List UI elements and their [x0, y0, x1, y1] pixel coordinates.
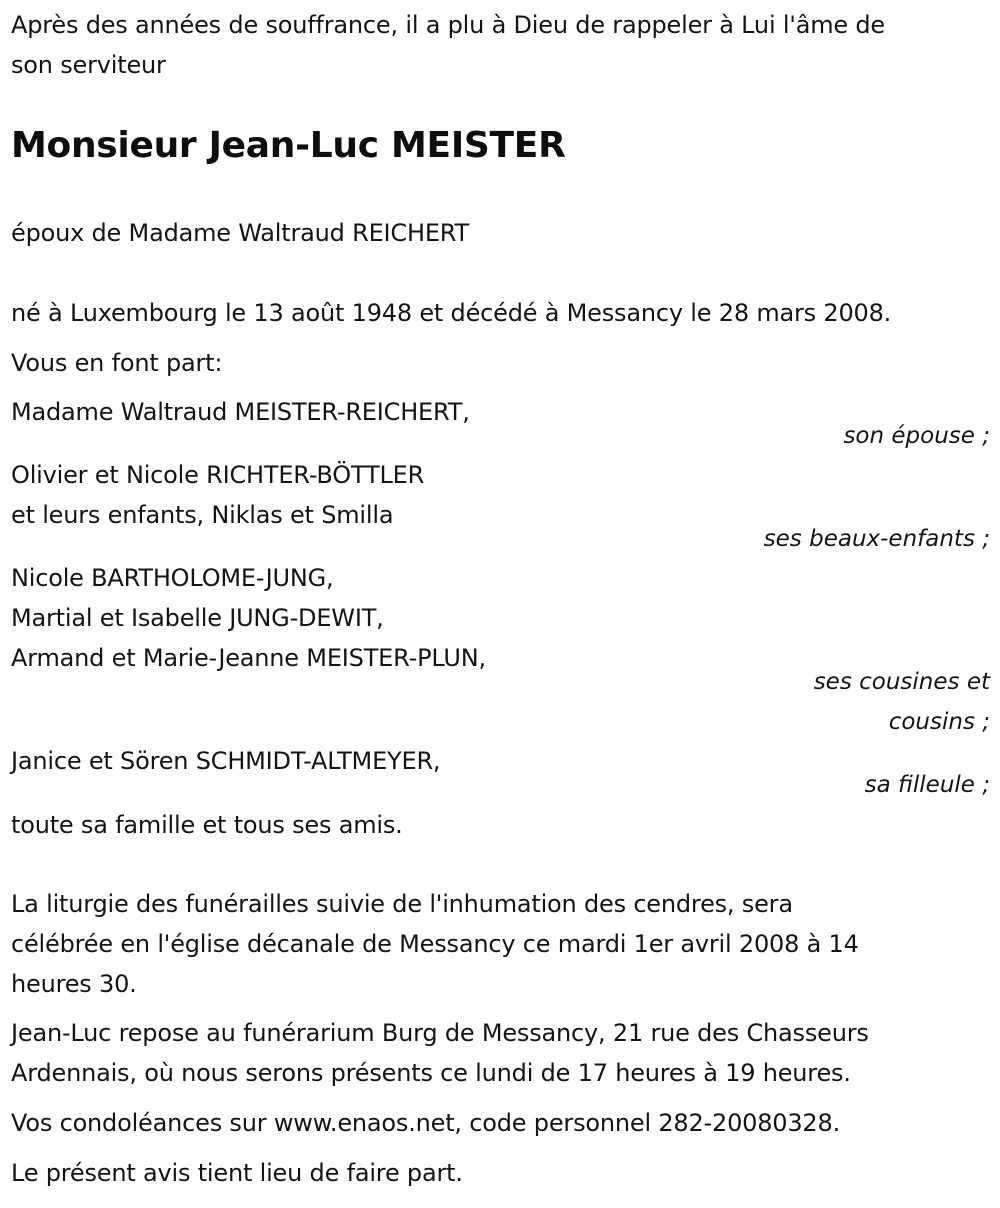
- condolences-line: Vos condoléances sur www.enaos.net, code personnel 282-20080328.: [11, 1109, 840, 1137]
- viewing-line-2: Ardennais, où nous serons présents ce lundi de 17 heures à 19 heures.: [11, 1059, 851, 1087]
- viewing-line-1: Jean-Luc repose au funérarium Burg de Messancy, 21 rue des Chasseurs: [11, 1019, 869, 1047]
- family-goddaughter-relation: sa filleule ;: [864, 772, 990, 798]
- family-cousins-relation-line-1: ses cousines et: [813, 669, 990, 695]
- family-goddaughter-name: Janice et Sören SCHMIDT-ALTMEYER,: [11, 747, 441, 775]
- announcement-heading: Vous en font part:: [11, 349, 223, 377]
- family-cousins-line-3: Armand et Marie-Jeanne MEISTER-PLUN,: [11, 644, 486, 672]
- birth-death-line: né à Luxembourg le 13 août 1948 et décédé à Messancy le 28 mars 2008.: [11, 299, 892, 327]
- family-cousins-line-1: Nicole BARTHOLOME-JUNG,: [11, 564, 334, 592]
- funeral-line-1: La liturgie des funérailles suivie de l'inhumation des cendres, sera: [11, 890, 793, 918]
- family-cousins-line-2: Martial et Isabelle JUNG-DEWIT,: [11, 604, 384, 632]
- family-closing: toute sa famille et tous ses amis.: [11, 811, 403, 839]
- family-stepchildren-line-2: et leurs enfants, Niklas et Smilla: [11, 501, 394, 529]
- family-spouse-name: Madame Waltraud MEISTER-REICHERT,: [11, 398, 470, 426]
- family-stepchildren-relation: ses beaux-enfants ;: [763, 526, 990, 552]
- family-stepchildren-line-1: Olivier et Nicole RICHTER-BÖTTLER: [11, 461, 425, 489]
- spouse-line: époux de Madame Waltraud REICHERT: [11, 219, 469, 247]
- family-cousins-relation-line-2: cousins ;: [888, 709, 990, 735]
- intro-line-2: son serviteur: [11, 51, 166, 79]
- funeral-line-3: heures 30.: [11, 970, 137, 998]
- family-spouse-relation: son épouse ;: [843, 423, 990, 449]
- funeral-line-2: célébrée en l'église décanale de Messancy ce mardi 1er avril 2008 à 14: [11, 930, 859, 958]
- notice-line: Le présent avis tient lieu de faire part.: [11, 1159, 463, 1187]
- deceased-name: Monsieur Jean-Luc MEISTER: [11, 125, 566, 166]
- intro-line-1: Après des années de souffrance, il a plu à Dieu de rappeler à Lui l'âme de: [11, 11, 885, 39]
